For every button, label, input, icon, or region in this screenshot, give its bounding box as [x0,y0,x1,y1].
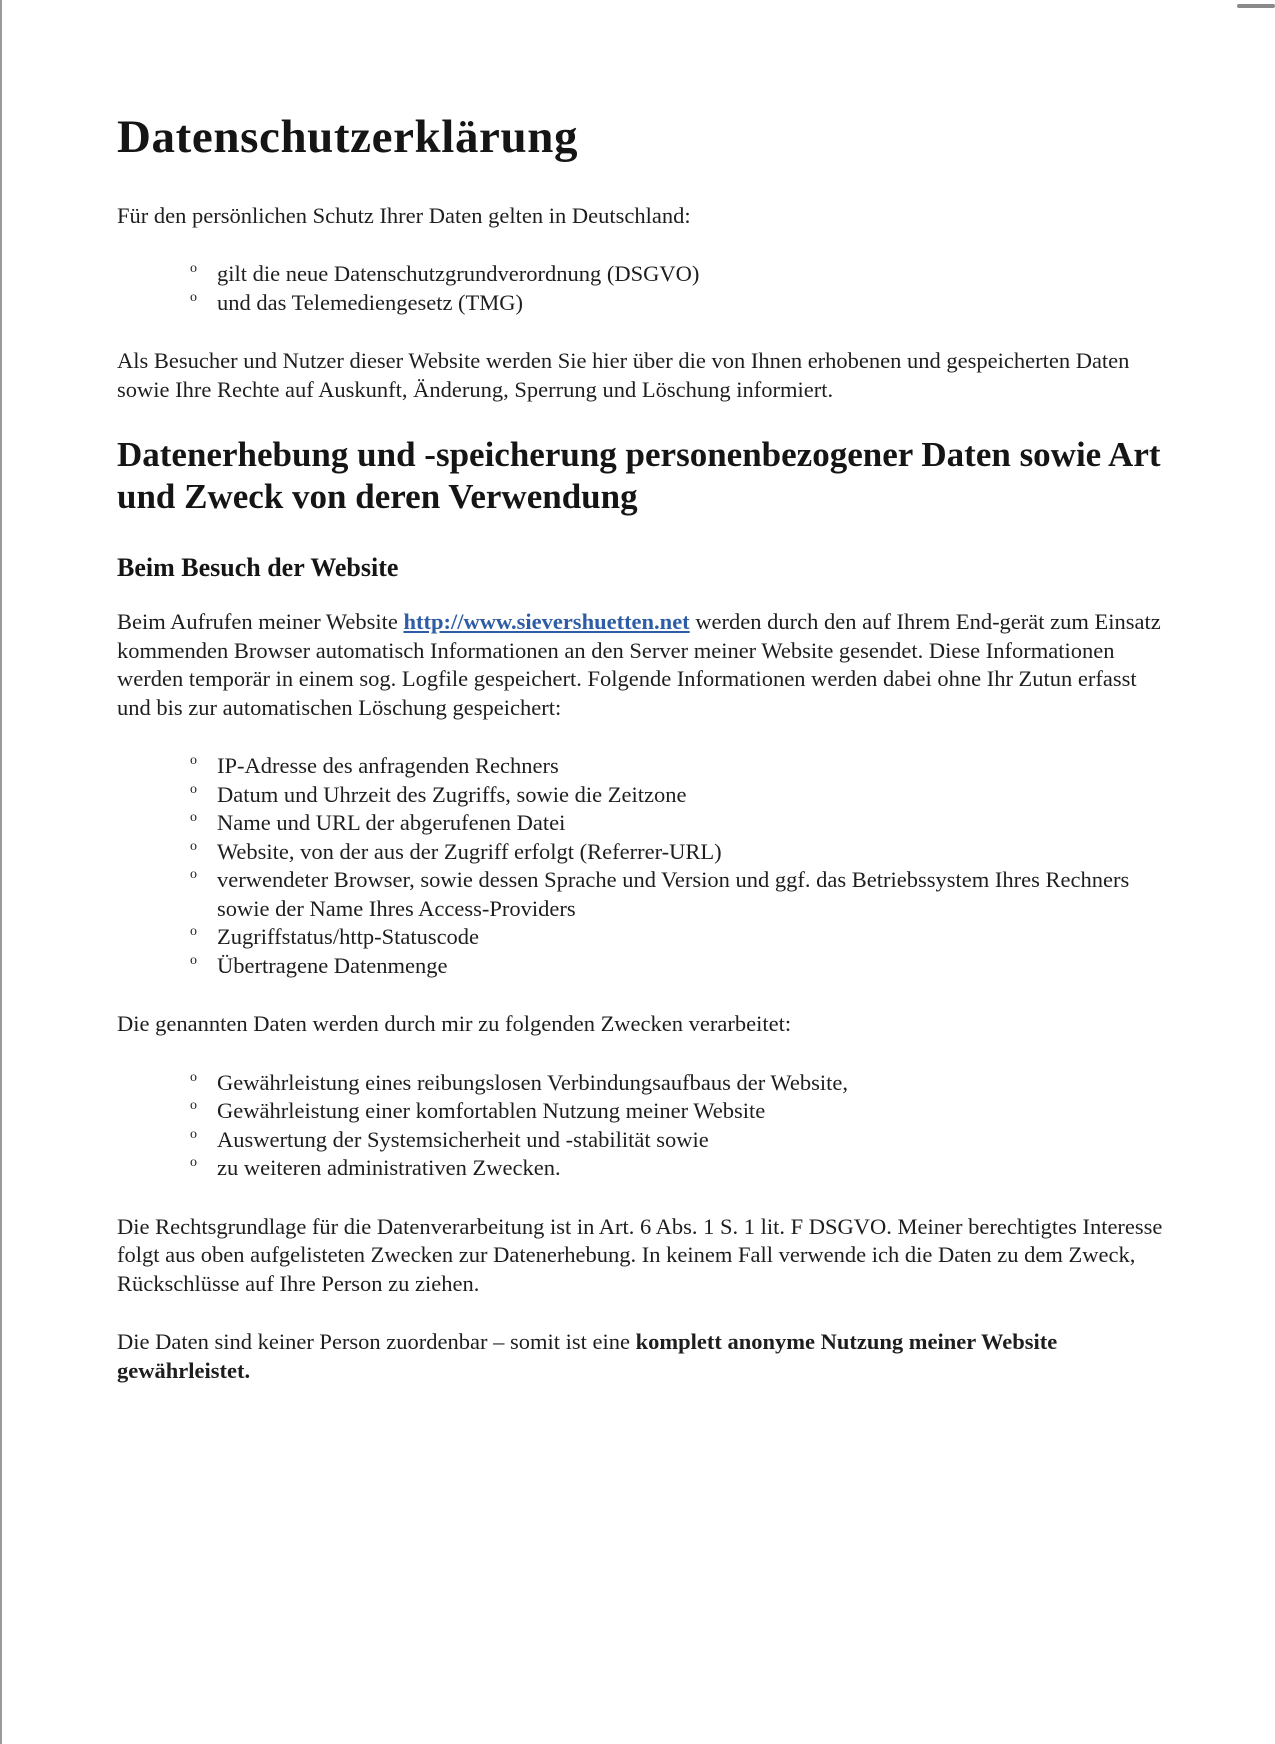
list-item: o Zugriffstatus/http-Statuscode [190,923,1175,952]
circle-bullet-icon: o [190,924,197,940]
visit-paragraph: Beim Aufrufen meiner Website http://www.sievershuetten.net werden durch den auf Ihrem End-gerät zum Einsatz kommenden Browser automatisch Informationen an den Server meiner Website gesendet. Diese Informationen werden temporär in einem sog. Logfile gespeichert. Folgende Informationen werden dabei ohne Ihr Zutun erfasst und bis zur automatischen Löschung gespeichert: [117,609,1161,720]
list-item: o Name und URL der abgerufenen Datei [190,809,1175,838]
list-item: o gilt die neue Datenschutzgrundverordnung (DSGVO) [190,260,1175,289]
circle-bullet-icon: o [190,952,197,968]
list-item: o IP-Adresse des anfragenden Rechners [190,752,1175,781]
list-item: o Website, von der aus der Zugriff erfolgt (Referrer-URL) [190,838,1175,867]
list-item: o Datum und Uhrzeit des Zugriffs, sowie die Zeitzone [190,781,1175,810]
laws-list [117,260,1175,317]
intro-paragraph: Für den persönlichen Schutz Ihrer Daten gelten in Deutschland: [117,202,691,228]
circle-bullet-icon: o [190,1098,197,1114]
list-item: o verwendeter Browser, sowie dessen Sprache und Version und ggf. das Betriebssystem Ihres Rechners sowie der Name Ihres Access-Providers [190,866,1175,923]
list-item: o Gewährleistung eines reibungslosen Verbindungsaufbaus der Website, [190,1069,1175,1098]
section-heading: Datenerhebung und -speicherung personenbezogener Daten sowie Art und Zweck von deren Verwendung [117,435,1161,517]
circle-bullet-icon: o [190,781,197,797]
circle-bullet-icon: o [190,1069,197,1085]
circle-bullet-icon: o [190,867,197,883]
list-item: o zu weiteren administrativen Zwecken. [190,1154,1175,1183]
legal-basis-paragraph: Die Rechtsgrundlage für die Datenverarbeitung ist in Art. 6 Abs. 1 S. 1 lit. F DSGVO. Meiner berechtigtes Interesse folgt aus oben aufgelisteten Zwecken zur Datenerhebung. In keinem Fall verwende ich die Daten zu dem Zweck, Rückschlüsse auf Ihre Person zu ziehen. [117,1213,1163,1296]
visitor-info-paragraph: Als Besucher und Nutzer dieser Website werden Sie hier über die von Ihnen erhobenen und gespeicherten Daten sowie Ihre Rechte auf Auskunft, Änderung, Sperrung und Löschung informiert. [117,348,1130,402]
circle-bullet-icon: o [190,289,197,305]
list-item: o Gewährleistung einer komfortablen Nutzung meiner Website [190,1097,1175,1126]
collected-data-list [117,752,1175,980]
list-item: o und das Telemediengesetz (TMG) [190,289,1175,318]
anonymous-usage-emphasis: komplett anonyme Nutzung meiner Website gewährleistet. [117,1329,1058,1383]
list-item: o Übertragene Datenmenge [190,952,1175,981]
circle-bullet-icon: o [190,838,197,854]
circle-bullet-icon: o [190,1155,197,1171]
anonymous-usage-paragraph: Die Daten sind keiner Person zuordenbar – somit ist eine komplett anonyme Nutzung meiner Website gewährleistet. [117,1329,1058,1383]
website-link[interactable]: http://www.sievershuetten.net [403,609,690,635]
list-item: o Auswertung der Systemsicherheit und -stabilität sowie [190,1126,1175,1155]
circle-bullet-icon: o [190,753,197,769]
purposes-intro-paragraph: Die genannten Daten werden durch mir zu folgenden Zwecken verarbeitet: [117,1011,792,1037]
page-title: Datenschutzerklärung [117,111,579,163]
circle-bullet-icon: o [190,261,197,277]
circle-bullet-icon: o [190,810,197,826]
purposes-list [117,1069,1175,1183]
circle-bullet-icon: o [190,1126,197,1142]
subsection-heading: Beim Besuch der Website [117,553,399,583]
